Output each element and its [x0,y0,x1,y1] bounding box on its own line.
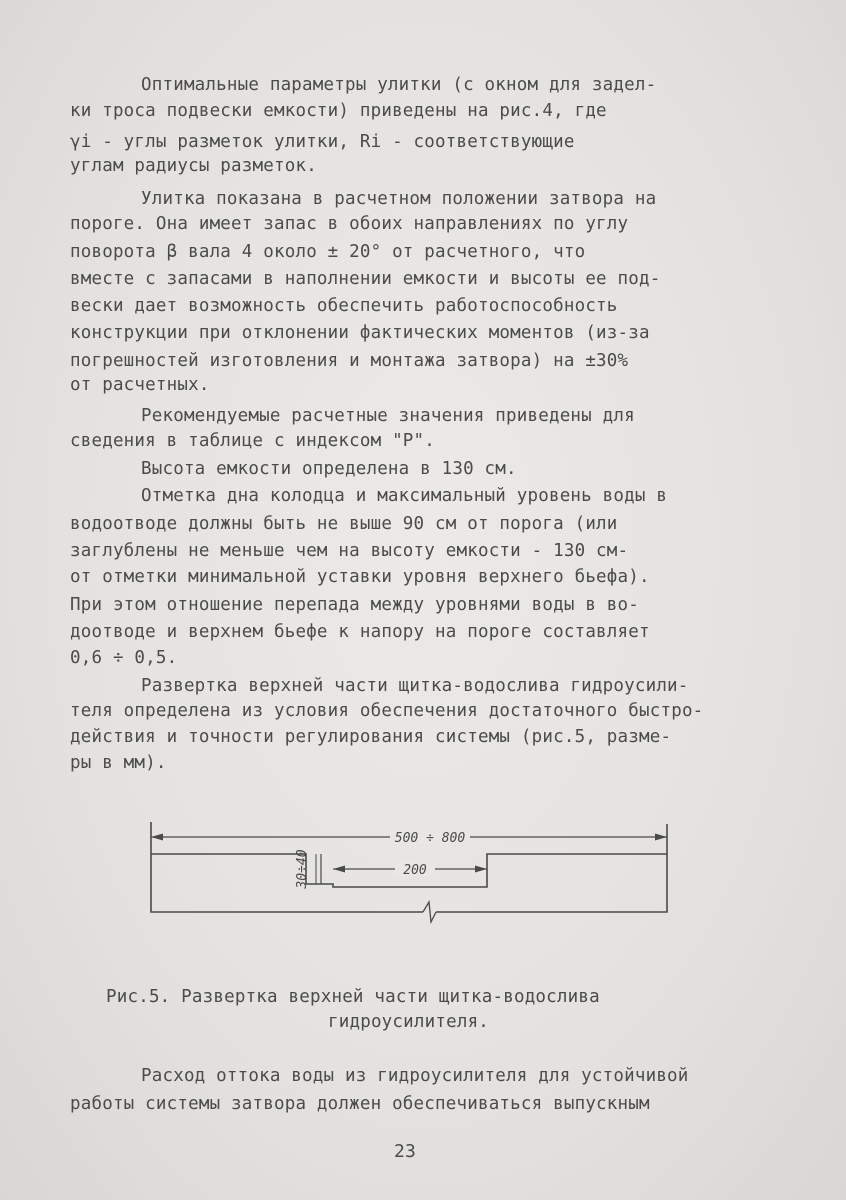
text-line: ки троса подвески емкости) приведены на рис.4, где [70,101,607,121]
dimension-label-height: 30÷40 [295,849,310,889]
text-line: погрешностей изготовления и монтажа затвора) на ±30% [70,351,629,371]
text-line: от расчетных. [70,375,210,395]
text-line: вески дает возможность обеспечить работоспособность [70,296,618,316]
text-line: γi - углы разметок улитки, Ri - соответствующие [70,132,575,152]
arrow-slot-right [475,866,487,873]
text-line: вместе с запасами в наполнении емкости и высоты ее под- [70,269,661,289]
text-line: Высота емкости определена в 130 см. [141,459,517,479]
figure-caption: Рис.5. Развертка верхней части щитка-водослива [106,987,600,1007]
text-line: Оптимальные параметры улитки (с окном для задел- [141,75,657,95]
figure-caption: гидроусилителя. [328,1012,490,1032]
shield-outline-bottom [151,854,423,912]
text-line: от отметки минимальной уставки уровня верхнего бьефа). [70,567,650,587]
text-line: При этом отношение перепада между уровнями воды в во- [70,595,640,615]
text-line: конструкции при отклонении фактических моментов (из-за [70,323,650,343]
text-line: Развертка верхней части щитка-водослива гидроусили- [141,676,689,696]
text-line: Расход оттока воды из гидроусилителя для устойчивой [141,1066,689,1086]
arrow-total-right [655,834,667,841]
text-line: поворота β вала 4 около ± 20° от расчетного, что [70,242,586,262]
break-mark [423,902,436,922]
arrow-total-left [151,834,163,841]
text-line: Улитка показана в расчетном положении затвора на [141,189,657,209]
text-line: работы системы затвора должен обеспечиваться выпускным [70,1094,650,1114]
text-line: 0,6 ÷ 0,5. [70,648,178,668]
text-line: углам радиусы разметок. [70,156,317,176]
figure-drawing [140,818,700,928]
text-line: водоотводе должны быть не выше 90 см от порога (или [70,514,618,534]
page-number: 23 [394,1141,417,1162]
text-line: сведения в таблице с индексом "Р". [70,431,436,451]
dimension-label-slot: 200 [403,863,427,878]
text-line: действия и точности регулирования системы (рис.5, разме- [70,727,672,747]
dimension-label-total: 500 ÷ 800 [394,831,466,846]
text-line: доотводе и верхнем бьефе к напору на пороге составляет [70,622,650,642]
text-line: Отметка дна колодца и максимальный уровень воды в [141,486,668,506]
arrow-slot-left [333,866,345,873]
text-line: ры в мм). [70,753,167,773]
text-line: заглублены не меньше чем на высоту емкости - 130 см- [70,541,629,561]
text-line: теля определена из условия обеспечения достаточного быстро- [70,701,704,721]
text-line: Рекомендуемые расчетные значения приведены для [141,406,635,426]
text-line: пороге. Она имеет запас в обоих направлениях по углу [70,214,629,234]
